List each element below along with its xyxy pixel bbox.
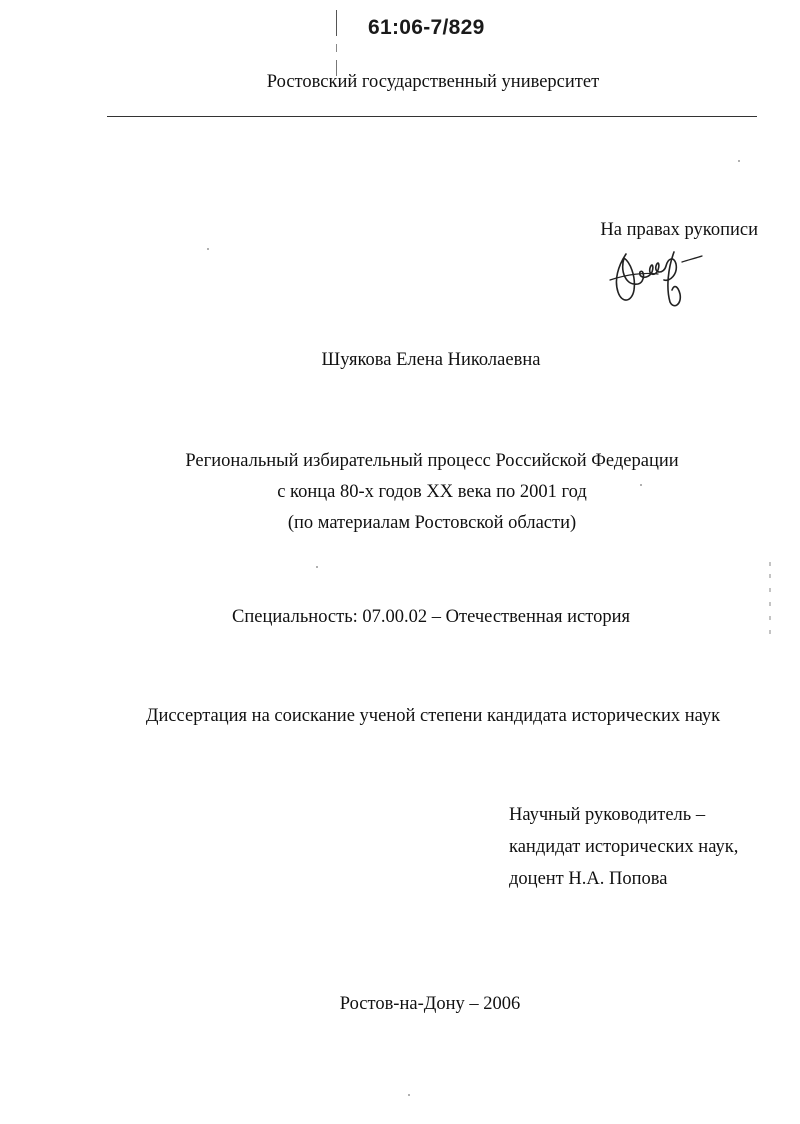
title-line: с конца 80-х годов XX века по 2001 год bbox=[277, 482, 587, 502]
author-name: Шуякова Елена Николаевна bbox=[321, 350, 541, 370]
specialty-line: Специальность: 07.00.02 – Отечественная история bbox=[232, 607, 630, 627]
catalog-number: 61:06-7/829 bbox=[368, 16, 485, 39]
scan-speck bbox=[640, 484, 642, 486]
manuscript-rights-note: На правах рукописи bbox=[600, 220, 758, 240]
city-and-year: Ростов-на-Дону – 2006 bbox=[339, 994, 521, 1014]
binding-line bbox=[336, 44, 337, 52]
degree-statement: Диссертация на соискание ученой степени кандидата исторических наук bbox=[145, 706, 721, 726]
scan-speck bbox=[207, 248, 209, 250]
dissertation-title bbox=[0, 446, 800, 539]
scan-speck bbox=[738, 160, 740, 162]
scientific-advisor bbox=[509, 799, 738, 895]
scan-edge-marks bbox=[766, 560, 774, 640]
university-name: Ростовский государственный университет bbox=[266, 72, 600, 92]
title-line: (по материалам Ростовской области) bbox=[287, 513, 577, 533]
advisor-line: кандидат исторических наук, bbox=[509, 837, 739, 857]
advisor-line: доцент Н.А. Попова bbox=[509, 869, 668, 889]
scan-speck bbox=[408, 1094, 410, 1096]
binding-line bbox=[336, 10, 337, 36]
signature-icon bbox=[604, 246, 704, 312]
scan-speck bbox=[316, 566, 318, 568]
title-line: Региональный избирательный процесс Российской Федерации bbox=[185, 451, 679, 471]
header-divider bbox=[107, 116, 757, 117]
advisor-line: Научный руководитель – bbox=[509, 805, 706, 825]
